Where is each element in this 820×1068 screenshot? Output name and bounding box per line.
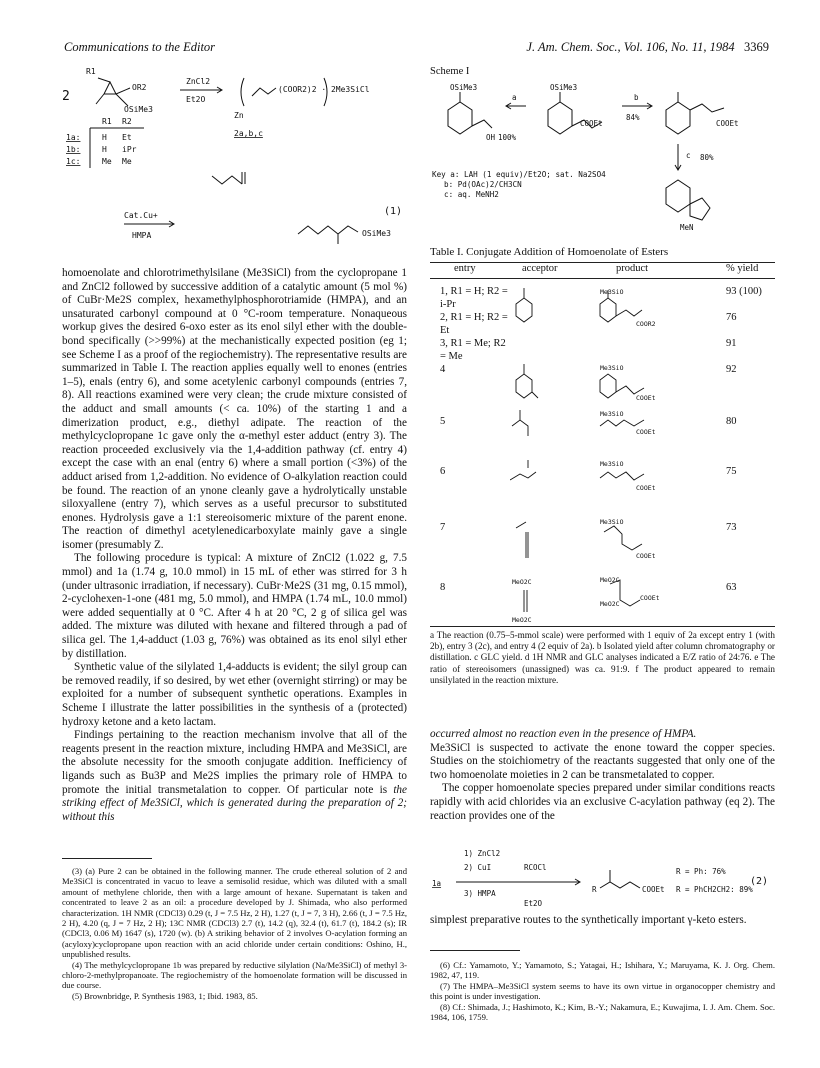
table-row-entry-2: 2, R1 = H; R2 = Et xyxy=(440,312,508,336)
paragraph-4-text: Findings pertaining to the reaction mechanism involve that all of the reagents present in the reaction mixture, including HMPA and Me3SiCl, are the absolute necessity for the smooth conjugate addition. Inefficiency of ligands such as Bu3P and Me2S implies the primary role of HMPA to promote the initial transmetalation to copper. Of particular note is xyxy=(62,729,407,796)
footnote-8: (8) Cf.: Shimada, J.; Hashimoto, K.; Kim, B.-Y.; Nakamura, E.; Kuwajima, I. J. Am. Chem. Soc. 1984, 106, 1759. xyxy=(430,1001,775,1023)
table-1-caption: Table I. Conjugate Addition of Homoenolate of Esters xyxy=(430,246,669,258)
structure-4-me3sio: Me3SiO xyxy=(600,364,624,372)
label-oh: OH xyxy=(486,133,496,142)
cyclopropane-ring xyxy=(104,82,116,94)
footnote-3: (3) (a) Pure 2 can be obtained in the following manner. The crude ethereal solution of 2 and Me3SiCl is concentrated in vacuo to leave a semisolid residue, which was diluted with a small amount of methylene chloride, then with a large amount of hexane. Supernatant is taken and concentrated to leave 2 as an oil: a procedure developed by J. Shimada, who also performed characterization. 1H NMR (CDCl3) 0.29 (t, J = 7.5 Hz, 2 H), 1.27 (t, J = 7, 3 H), 2.66 (t, J = 7.5 Hz, 2 H), 4.20 (q, J = 7 Hz, 2 H); 13C NMR (CDCl3) 2.7 (t), 14.2 (q), 32.4 (t), 61.7 (t), 184.2 (s); IR (CDCl3, 0.06 M) 1647 (s), 1720 (w). (b) A striking behavior of 2 involves O-acylation forming an (acyloxy)cyclopropane upon reaction with an acid chloride under certain conditions: Oshino, H., unpublished results. xyxy=(62,866,407,960)
structure-8-meo2c-2: MeO2C xyxy=(600,600,620,608)
right-paragraph-2: The copper homoenolate species prepared under similar conditions reacts rapidly with acid chlorides via an exclusive C-acylation pathway (eq 2). The reaction provides one of the xyxy=(430,782,775,822)
footnote-6: (6) Cf.: Yamamoto, Y.; Yamamoto, S.; Yatagai, H.; Ishihara, Y.; Maruyama, K. J. Org. Chem. 1982, 47, 119. xyxy=(430,960,775,981)
table-row-yield-5: 80 xyxy=(726,416,737,427)
cyclohexene-ring-2 xyxy=(548,102,572,134)
col-header-entry: entry xyxy=(454,263,476,274)
eq2-yield-2: R = PhCH2CH2: 89% xyxy=(676,885,753,894)
label-c: c xyxy=(686,151,691,160)
table-row-entry-6: 6 xyxy=(440,466,446,477)
journal-name: J. Am. Chem. Soc., Vol. 106, No. 11, 1984 xyxy=(526,40,735,54)
eq2-r-label: R xyxy=(592,885,597,894)
substituent-r1: R1 xyxy=(86,67,96,76)
structure-7-cooet: COOEt xyxy=(636,552,656,560)
structure-5-cooet: COOEt xyxy=(636,428,656,436)
table-1-header xyxy=(430,263,775,277)
table-row-yield-1: 93 (100) xyxy=(726,286,762,297)
footnote-4: (4) The methylcyclopropane 1b was prepared by reductive silylation (Na/Me3SiCl) of methyl 3-chloro-2-methylpropanoate. The regiochemistry of the homoenolate formation will be discussed in due course. xyxy=(62,959,407,991)
paragraph-1: homoenolate and chlorotrimethylsilane (Me3SiCl) from the cyclopropane 1 and ZnCl2 followed by successive addition of a catalytic amount (5 mol %) of CuBr·Me2S complex, hexamethylphosphorotriamide (HMPA), and an unsaturated carbonyl compound at 0 °C-room temperature. Nonaqueous workup gives the desired 6-oxo ester as its enol silyl ether with the double-bond specifically (>>99%) at the mechanistically expected position (eg 1; see Scheme I as a proof of the regiochemistry). The representative results are summarized in Table I. The reaction applies equally well to enones (entries 1–5), enals (entry 6), and some acetylenic carbonyl compounds (entries 7, 8). All reactions examined were very clean; the crude mixture consisted of the adduct and small amounts (< ca. 10%) of the starting 1 and a dimerization product, e.g., diethyl adipate. The reaction of the methylcyclopropane 1c gave only the α-methyl ester adduct (entry 3). The reaction proceeded exclusively via the 1,4-addition pathway (cf. entry 4) except the case with an enal (entry 6) where a small portion (<3%) of the adduct arised from 1,2-addition. No evidence of O-alkylation reaction could be found. The reaction of an ynone cleanly gave a hydrolytically unstable siloxyallene (entry 7), which serves as a useful precursor to substituted enones. Hydrolysis gave a 1:1 stereoisomeric mixture of the parent enone. The reaction of dimethyl acetylenedicarboxylate mainly gave a single isomer (presumably Z. xyxy=(62,267,407,551)
scheme-1-title: Scheme I xyxy=(430,66,470,77)
label-a: a xyxy=(512,93,517,102)
structure-1-me3sio: Me3SiO xyxy=(600,288,624,296)
label-b: b xyxy=(634,93,639,102)
product-formula: (COOR2)2 · 2Me3SiCl xyxy=(278,85,370,94)
eq2-product: COOEt xyxy=(642,885,665,894)
product-label-2abc: 2a,b,c xyxy=(234,129,263,138)
col-header-product: product xyxy=(616,263,649,274)
right-paragraph-3: simplest preparative routes to the synthetically important γ-keto esters. xyxy=(430,914,747,926)
equation-2 xyxy=(430,848,775,912)
structure-6-cooet: COOEt xyxy=(636,484,656,492)
table-row-yield-4: 92 xyxy=(726,364,737,375)
eq2-step2: 2) CuI xyxy=(464,863,492,872)
label-osime3-2: OSiMe3 xyxy=(550,83,578,92)
yield-a: 100% xyxy=(498,133,517,142)
label-cooet-1: COOEt xyxy=(580,119,603,128)
legend-row-1a-r2: Et xyxy=(122,133,132,142)
table-row-entry-7: 7 xyxy=(440,522,446,533)
structure-6-me3sio: Me3SiO xyxy=(600,460,624,468)
eq2-reagent: RCOCl xyxy=(524,863,547,872)
legend-header-r1: R1 xyxy=(102,117,112,126)
group-or2: OR2 xyxy=(132,83,147,92)
paragraph-4 xyxy=(62,729,407,824)
label-men: MeN xyxy=(680,223,694,232)
right-column-text xyxy=(430,728,775,823)
equation-number-2: (2) xyxy=(750,876,769,887)
paragraph-2: The following procedure is typical: A mixture of ZnCl2 (1.022 g, 7.5 mmol) and 1a (1.74 g, 10.0 mmol) in 15 mL of ether was stirred for 3 h (under ultrasonic irradiation, if necessary). CuBr·Me2S (31 mg, 0.15 mmol), 2-cyclohexen-1-one (481 mg, 5.0 mmol), and HMPA (1.74 mL, 10.0 mmol) were added sequentially at 0 °C. After 4 h at 20 °C, 2 g of silica gel was added. The mixture was diluted with hexane and filtered through a pad of silica gel. The 1,4-adduct (1.03 g, 76%) was obtained as its enol silyl ether by distillation. xyxy=(62,552,407,660)
col-header-acceptor: acceptor xyxy=(522,263,558,274)
eq2-step1: 1) ZnCl2 xyxy=(464,849,501,858)
yield-c: 80% xyxy=(700,153,714,162)
right-column-text-end xyxy=(430,914,775,928)
footnote-7: (7) The HMPA–Me3SiCl system seems to have its own virtue in organocopper chemistry and this point is under investigation. xyxy=(430,980,775,1002)
legend-row-1a-label: 1a: xyxy=(66,133,81,142)
structure-8-acceptor-meo2c-2: MeO2C xyxy=(512,616,532,624)
paragraph-4-emphasis: the striking effect of Me3SiCl, which is generated during the preparation of 2; without this xyxy=(62,783,407,823)
structure-8-meo2c-1: MeO2C xyxy=(600,576,620,584)
reaction-scheme-top xyxy=(62,66,412,256)
scheme-1-diagram xyxy=(430,80,775,250)
coefficient-2: 2 xyxy=(62,89,70,104)
table-row-yield-2: 76 xyxy=(726,312,737,323)
left-column-text xyxy=(62,267,407,824)
table-row-entry-8: 8 xyxy=(440,582,446,593)
col-header-yield: % yield xyxy=(726,263,759,274)
legend-header-r2: R2 xyxy=(122,117,132,126)
solvent-et2o: Et2O xyxy=(186,95,206,104)
left-footnotes xyxy=(62,866,407,1001)
key-b: b: Pd(OAc)2/CH3CN xyxy=(444,180,522,189)
legend-row-1b-label: 1b: xyxy=(66,145,81,154)
paragraph-3: Synthetic value of the silylated 1,4-adducts is evident; the silyl group can be removed readily, if so desired, by wet ether (overnight stirring) or may be exploited for a number of subsequent synthetic operations. Examples in Scheme I illustrate the latter possibilities in the synthesis of a (protected) hydroxy ketone and a keto lactam. xyxy=(62,661,407,728)
eq2-solvent: Et2O xyxy=(524,899,543,908)
table-row-entry-3: 3, R1 = Me; R2 = Me xyxy=(440,338,506,362)
footnote-rule-left xyxy=(62,858,152,859)
structure-4-cooet: COOEt xyxy=(636,394,656,402)
legend-row-1b-r2: iPr xyxy=(122,145,137,154)
reagent-zncl2: ZnCl2 xyxy=(186,77,211,86)
group-osime3: OSiMe3 xyxy=(124,105,153,114)
structure-8-cooet: COOEt xyxy=(640,594,660,602)
table-row-yield-3: 91 xyxy=(726,338,737,349)
reagent-hmpa: HMPA xyxy=(132,231,152,240)
legend-row-1c-r2: Me xyxy=(122,157,132,166)
table-1-body xyxy=(430,282,775,622)
table-row-yield-7: 73 xyxy=(726,522,737,533)
table-row-entry-4: 4 xyxy=(440,364,446,375)
table-row-yield-8: 63 xyxy=(726,582,737,593)
legend-row-1a-r1: H xyxy=(102,133,107,142)
structure-8-acceptor-meo2c-1: MeO2C xyxy=(512,578,532,586)
table-1-footnotes: a The reaction (0.75–5-mmol scale) were performed with 1 equiv of 2a except entry 1 (with 2b), entry 3 (2c), and entry 4 (2 equiv of 2a). b Isolated yield after column chromatography or distillation. c GLC yield. d 1H NMR and GLC analyses indicated a E/Z ratio of 24:76. e The ratio of stereoisomers (unassigned) was ca. 91:9. f The product appeared to remain unsilylated in the reaction mixture. xyxy=(430,630,775,685)
table-header-rule xyxy=(430,278,775,279)
cyclohexene-ring-1 xyxy=(448,102,472,134)
journal-citation xyxy=(526,40,769,55)
table-row-entry-1: 1, R1 = H; R2 = i-Pr xyxy=(440,286,508,310)
eq2-yield-1: R = Ph: 76% xyxy=(676,867,726,876)
section-title: Communications to the Editor xyxy=(64,40,216,54)
right-paragraph-1: Me3SiCl is suspected to activate the enone toward the copper species. Studies on the stoichiometry of the reactants suggested that only one of the two homoenolate moieties in 2 can be transmetalated to copper. xyxy=(430,741,775,781)
key-c: c: aq. MeNH2 xyxy=(444,190,499,199)
eq2-start-1a: 1a xyxy=(432,879,442,888)
equation-number-1: (1) xyxy=(384,206,403,217)
legend-row-1c-label: 1c: xyxy=(66,157,81,166)
page-number: 3369 xyxy=(744,40,769,54)
spiro-lactam-ring xyxy=(666,180,690,212)
table-bottom-rule xyxy=(430,626,775,627)
right-emphasis: occurred almost no reaction even in the presence of HMPA. xyxy=(430,728,697,740)
table-structures xyxy=(510,282,720,627)
legend-row-1c-r1: Me xyxy=(102,157,112,166)
footnote-rule-right xyxy=(430,950,520,951)
reagent-cu-catalyst: Cat.Cu+ xyxy=(124,211,158,220)
product-osime3: OSiMe3 xyxy=(362,229,391,238)
legend-row-1b-r1: H xyxy=(102,145,107,154)
cyclohexenone-ring xyxy=(666,102,690,134)
label-osime3-1: OSiMe3 xyxy=(450,83,478,92)
eq2-step3: 3) HMPA xyxy=(464,889,496,898)
structure-5-me3sio: Me3SiO xyxy=(600,410,624,418)
key-a: Key a: LAH (1 equiv)/Et2O; sat. Na2SO4 xyxy=(432,170,606,179)
table-row-yield-6: 75 xyxy=(726,466,737,477)
right-footnotes xyxy=(430,960,775,1022)
label-cooet-2: COOEt xyxy=(716,119,739,128)
scheme-1-key xyxy=(432,170,662,200)
yield-b: 84% xyxy=(626,113,640,122)
product-zn: Zn xyxy=(234,111,244,120)
table-row-entry-5: 5 xyxy=(440,416,446,427)
structure-1-coor2: COOR2 xyxy=(636,320,656,328)
footnote-5: (5) Brownbridge, P. Synthesis 1983, 1; Ibid. 1983, 85. xyxy=(72,990,258,1001)
page-header xyxy=(64,40,769,56)
structure-7-me3sio: Me3SiO xyxy=(600,518,624,526)
